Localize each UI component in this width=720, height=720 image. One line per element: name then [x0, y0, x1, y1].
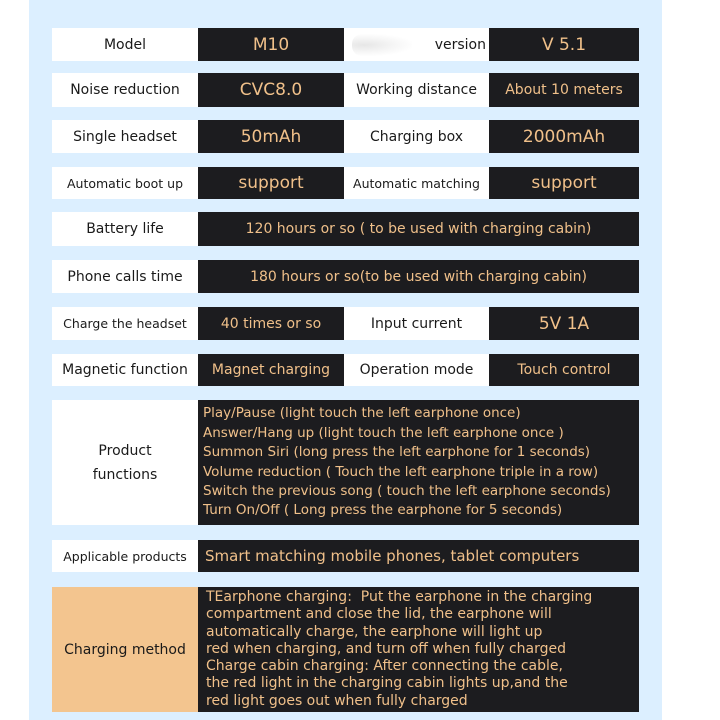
working-distance-label: Working distance: [344, 73, 489, 107]
function-item: Summon Siri (long press the left earphone for 1 seconds): [203, 444, 591, 461]
charging-method-line: compartment and close the lid, the earphone will: [206, 606, 552, 623]
product-functions-list: [198, 400, 639, 525]
charging-method-line: Charge cabin charging: After connecting the cable,: [206, 658, 563, 675]
spec-row-model: [52, 28, 639, 61]
input-current-label: Input current: [344, 307, 489, 340]
applicable-products-label: Applicable products: [52, 540, 198, 572]
product-functions-label-line: Product: [98, 442, 152, 459]
spec-row-battery-life: [52, 212, 639, 246]
noise-reduction-value: CVC8.0: [198, 73, 344, 107]
spec-row-applicable-products: [52, 540, 639, 572]
version-label: version: [434, 36, 486, 53]
charge-the-headset-value: 40 times or so: [198, 307, 344, 340]
product-functions-label-line: functions: [92, 466, 158, 483]
charging-method-line: TEarphone charging: Put the earphone in the charging: [206, 589, 593, 606]
spec-row-magnetic: [52, 354, 639, 386]
charging-method-line: red light goes out when fully charged: [206, 692, 468, 709]
blurred-logo: [352, 34, 412, 56]
charging-method-line: red when charging, and turn off when fully charged: [206, 640, 567, 657]
function-item: Switch the previous song ( touch the left earphone seconds): [203, 482, 611, 499]
applicable-products-value: Smart matching mobile phones, tablet computers: [198, 540, 639, 572]
battery-life-value: 120 hours or so ( to be used with charging cabin): [198, 212, 639, 246]
spec-row-automatic: [52, 167, 639, 199]
operation-mode-value: Touch control: [489, 354, 639, 386]
phone-calls-time-value: 180 hours or so(to be used with charging cabin): [198, 260, 639, 293]
spec-row-phone-calls: [52, 260, 639, 293]
automatic-boot-up-value: support: [198, 167, 344, 199]
spec-row-noise: [52, 73, 639, 107]
charging-method-label: Charging method: [52, 587, 198, 712]
spec-row-charging-method: [52, 587, 639, 712]
function-item: Answer/Hang up (light touch the left earphone once ): [203, 424, 564, 441]
spec-row-product-functions: [52, 400, 639, 525]
input-current-value: 5V 1A: [489, 307, 639, 340]
product-functions-label: [52, 400, 198, 525]
magnetic-function-value: Magnet charging: [198, 354, 344, 386]
function-item: Volume reduction ( Touch the left earphone triple in a row): [203, 463, 599, 480]
magnetic-function-label: Magnetic function: [52, 354, 198, 386]
charging-box-value: 2000mAh: [489, 120, 639, 153]
noise-reduction-label: Noise reduction: [52, 73, 198, 107]
spec-row-battery-capacity: [52, 120, 639, 153]
charging-method-line: the red light in the charging cabin lights up,and the: [206, 675, 568, 692]
model-label: Model: [52, 28, 198, 61]
charging-box-label: Charging box: [344, 120, 489, 153]
function-item: Play/Pause (light touch the left earphone once): [203, 405, 521, 422]
function-item: Turn On/Off ( Long press the earphone for 5 seconds): [203, 502, 563, 519]
operation-mode-label: Operation mode: [344, 354, 489, 386]
charging-method-line: automatically charge, the earphone will light up: [206, 623, 543, 640]
battery-life-label: Battery life: [52, 212, 198, 246]
phone-calls-time-label: Phone calls time: [52, 260, 198, 293]
single-headset-value: 50mAh: [198, 120, 344, 153]
automatic-boot-up-label: Automatic boot up: [52, 167, 198, 199]
single-headset-label: Single headset: [52, 120, 198, 153]
charging-method-text: [198, 587, 639, 712]
automatic-matching-value: support: [489, 167, 639, 199]
automatic-matching-label: Automatic matching: [344, 167, 489, 199]
spec-row-charge: [52, 307, 639, 340]
version-label-cell: [344, 28, 489, 61]
version-value: V 5.1: [489, 28, 639, 61]
model-value: M10: [198, 28, 344, 61]
working-distance-value: About 10 meters: [489, 73, 639, 107]
charge-the-headset-label: Charge the headset: [52, 307, 198, 340]
